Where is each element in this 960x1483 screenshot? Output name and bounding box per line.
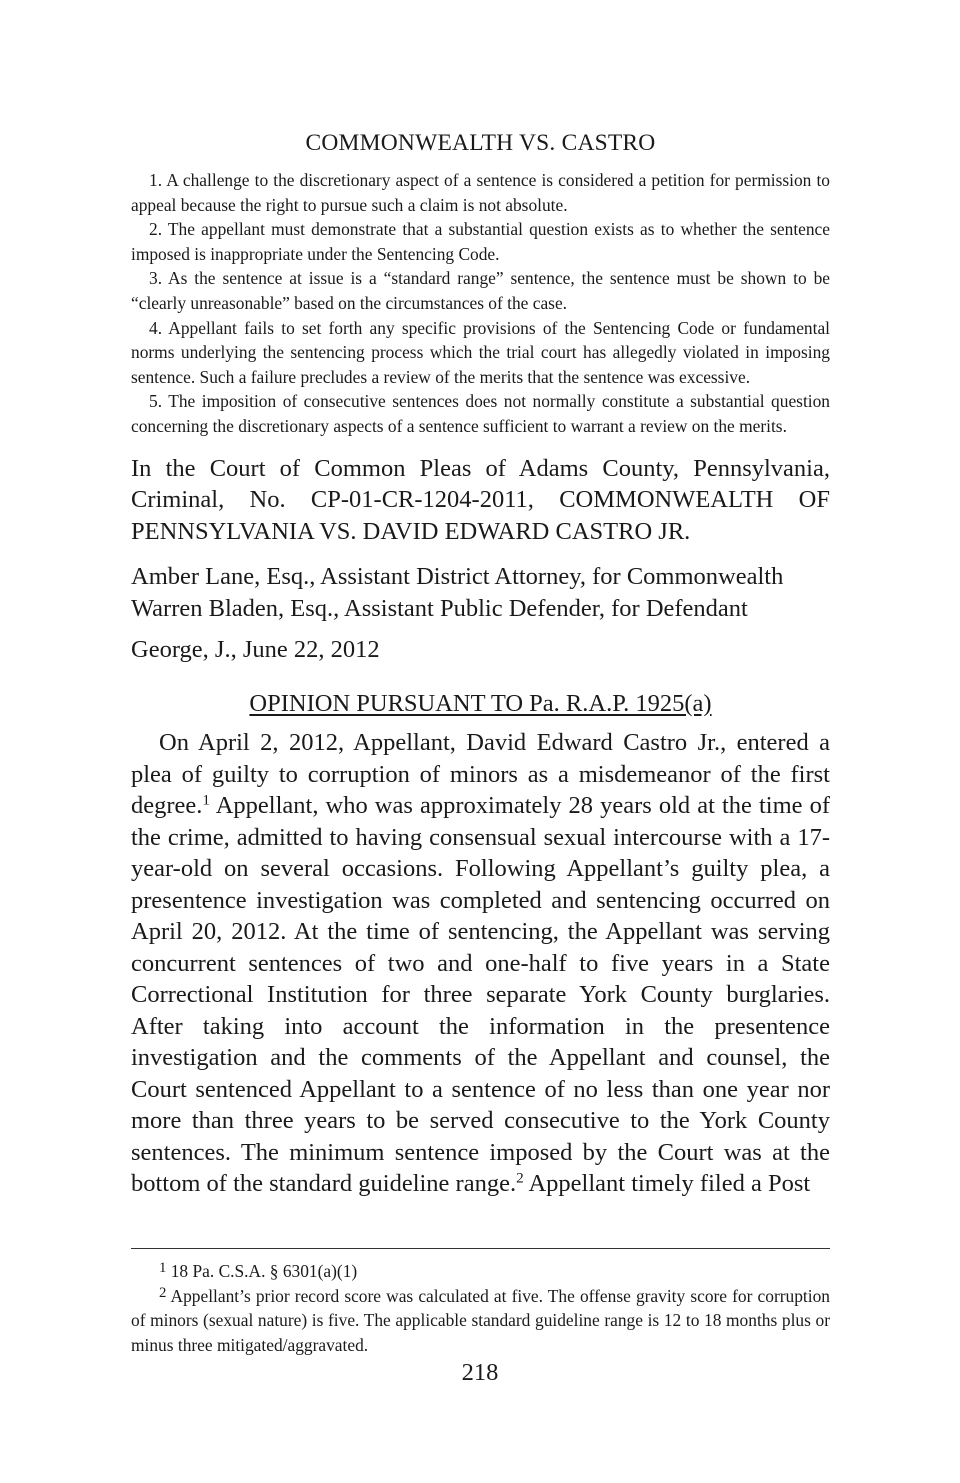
counsel-commonwealth: Amber Lane, Esq., Assistant District Attorney, for Commonwealth — [131, 563, 784, 591]
footnote-2 — [131, 1284, 830, 1358]
judge-date-line: George, J., June 22, 2012 — [131, 636, 380, 664]
footnote-divider — [131, 1248, 830, 1249]
footnote-1 — [131, 1259, 830, 1284]
headnote-3: 3. As the sentence at issue is a “standard range” sentence, the sentence must be shown to be “clearly unreasonable” based on the circumstances of the case. — [131, 268, 830, 313]
footnote-ref-2: 2 — [516, 1169, 524, 1187]
body-text-part-3: Appellant timely filed a Post — [523, 1170, 811, 1198]
headnote-5: 5. The imposition of consecutive sentences does not normally constitute a substantial question concerning the discretionary aspects of a sentence sufficient to warrant a review on the merits. — [131, 391, 830, 436]
case-caption: In the Court of Common Pleas of Adams County, Pennsylvania, Criminal, No. CP-01-CR-1204-2011, COMMONWEALTH OF PENNSYLVANIA VS. DAVID EDWARD CASTRO JR. — [131, 454, 830, 545]
running-head: COMMONWEALTH VS. CASTRO — [305, 130, 656, 156]
headnote-2: 2. The appellant must demonstrate that a substantial question exists as to whether the sentence imposed is inappropriate under the Sentencing Code. — [131, 219, 830, 264]
headnotes — [131, 168, 830, 439]
headnote-1: 1. A challenge to the discretionary aspect of a sentence is considered a petition for permission to appeal because the right to pursue such a claim is not absolute. — [131, 170, 830, 215]
opinion-title-text: OPINION PURSUANT TO Pa. R.A.P. 1925(a) — [249, 689, 712, 717]
opinion-body — [131, 727, 830, 1200]
footnotes — [131, 1259, 830, 1357]
body-text-part-1: On April 2, 2012, Appellant, David Edward Castro Jr., entered a plea of guilty to corruption of minors as a misdemeanor of the first degree. — [131, 729, 830, 820]
footnote-2-number: 2 — [159, 1284, 167, 1301]
page-number: 218 — [461, 1359, 499, 1386]
counsel-defendant: Warren Bladen, Esq., Assistant Public Defender, for Defendant — [131, 594, 748, 622]
footnote-2-text: Appellant’s prior record score was calculated at five. The offense gravity score for corruption of minors (sexual nature) is five. The applicable standard guideline range is 12 to 18 months plus or minus three mitigated/aggravated. — [131, 1285, 830, 1355]
page-content — [131, 128, 830, 1200]
headnote-4: 4. Appellant fails to set forth any specific provisions of the Sentencing Code or fundamental norms underlying the sentencing process which the trial court has allegedly violated in imposing sentence. Such a failure precludes a review of the merits that the sentence was excessive. — [131, 317, 830, 387]
body-paragraph — [131, 727, 830, 1200]
counsel-list — [131, 561, 830, 624]
footnote-1-text: 18 Pa. C.S.A. § 6301(a)(1) — [166, 1261, 358, 1281]
opinion-title — [131, 688, 830, 720]
footnote-1-number: 1 — [159, 1259, 167, 1276]
body-text-part-2: Appellant, who was approximately 28 years old at the time of the crime, admitted to having consensual sexual intercourse with a 17-year-old on several occasions. Following Appellant’s guilty plea, a presentence investigation was completed and sentencing occurred on April 20, 2012. At the time of sentencing, the Appellant was serving concurrent sentences of two and one-half to five years in a State Correctional Institution for three separate York County burglaries. After taking into account the information in the presentence investigation and the comments of the Appellant and counsel, the Court sentenced Appellant to a sentence of no less than one year nor more than three years to be served consecutive to the York County sentences. The minimum sentence imposed by the Court was at the bottom of the standard guideline range. — [131, 792, 830, 1198]
footnote-ref-1: 1 — [202, 791, 211, 809]
